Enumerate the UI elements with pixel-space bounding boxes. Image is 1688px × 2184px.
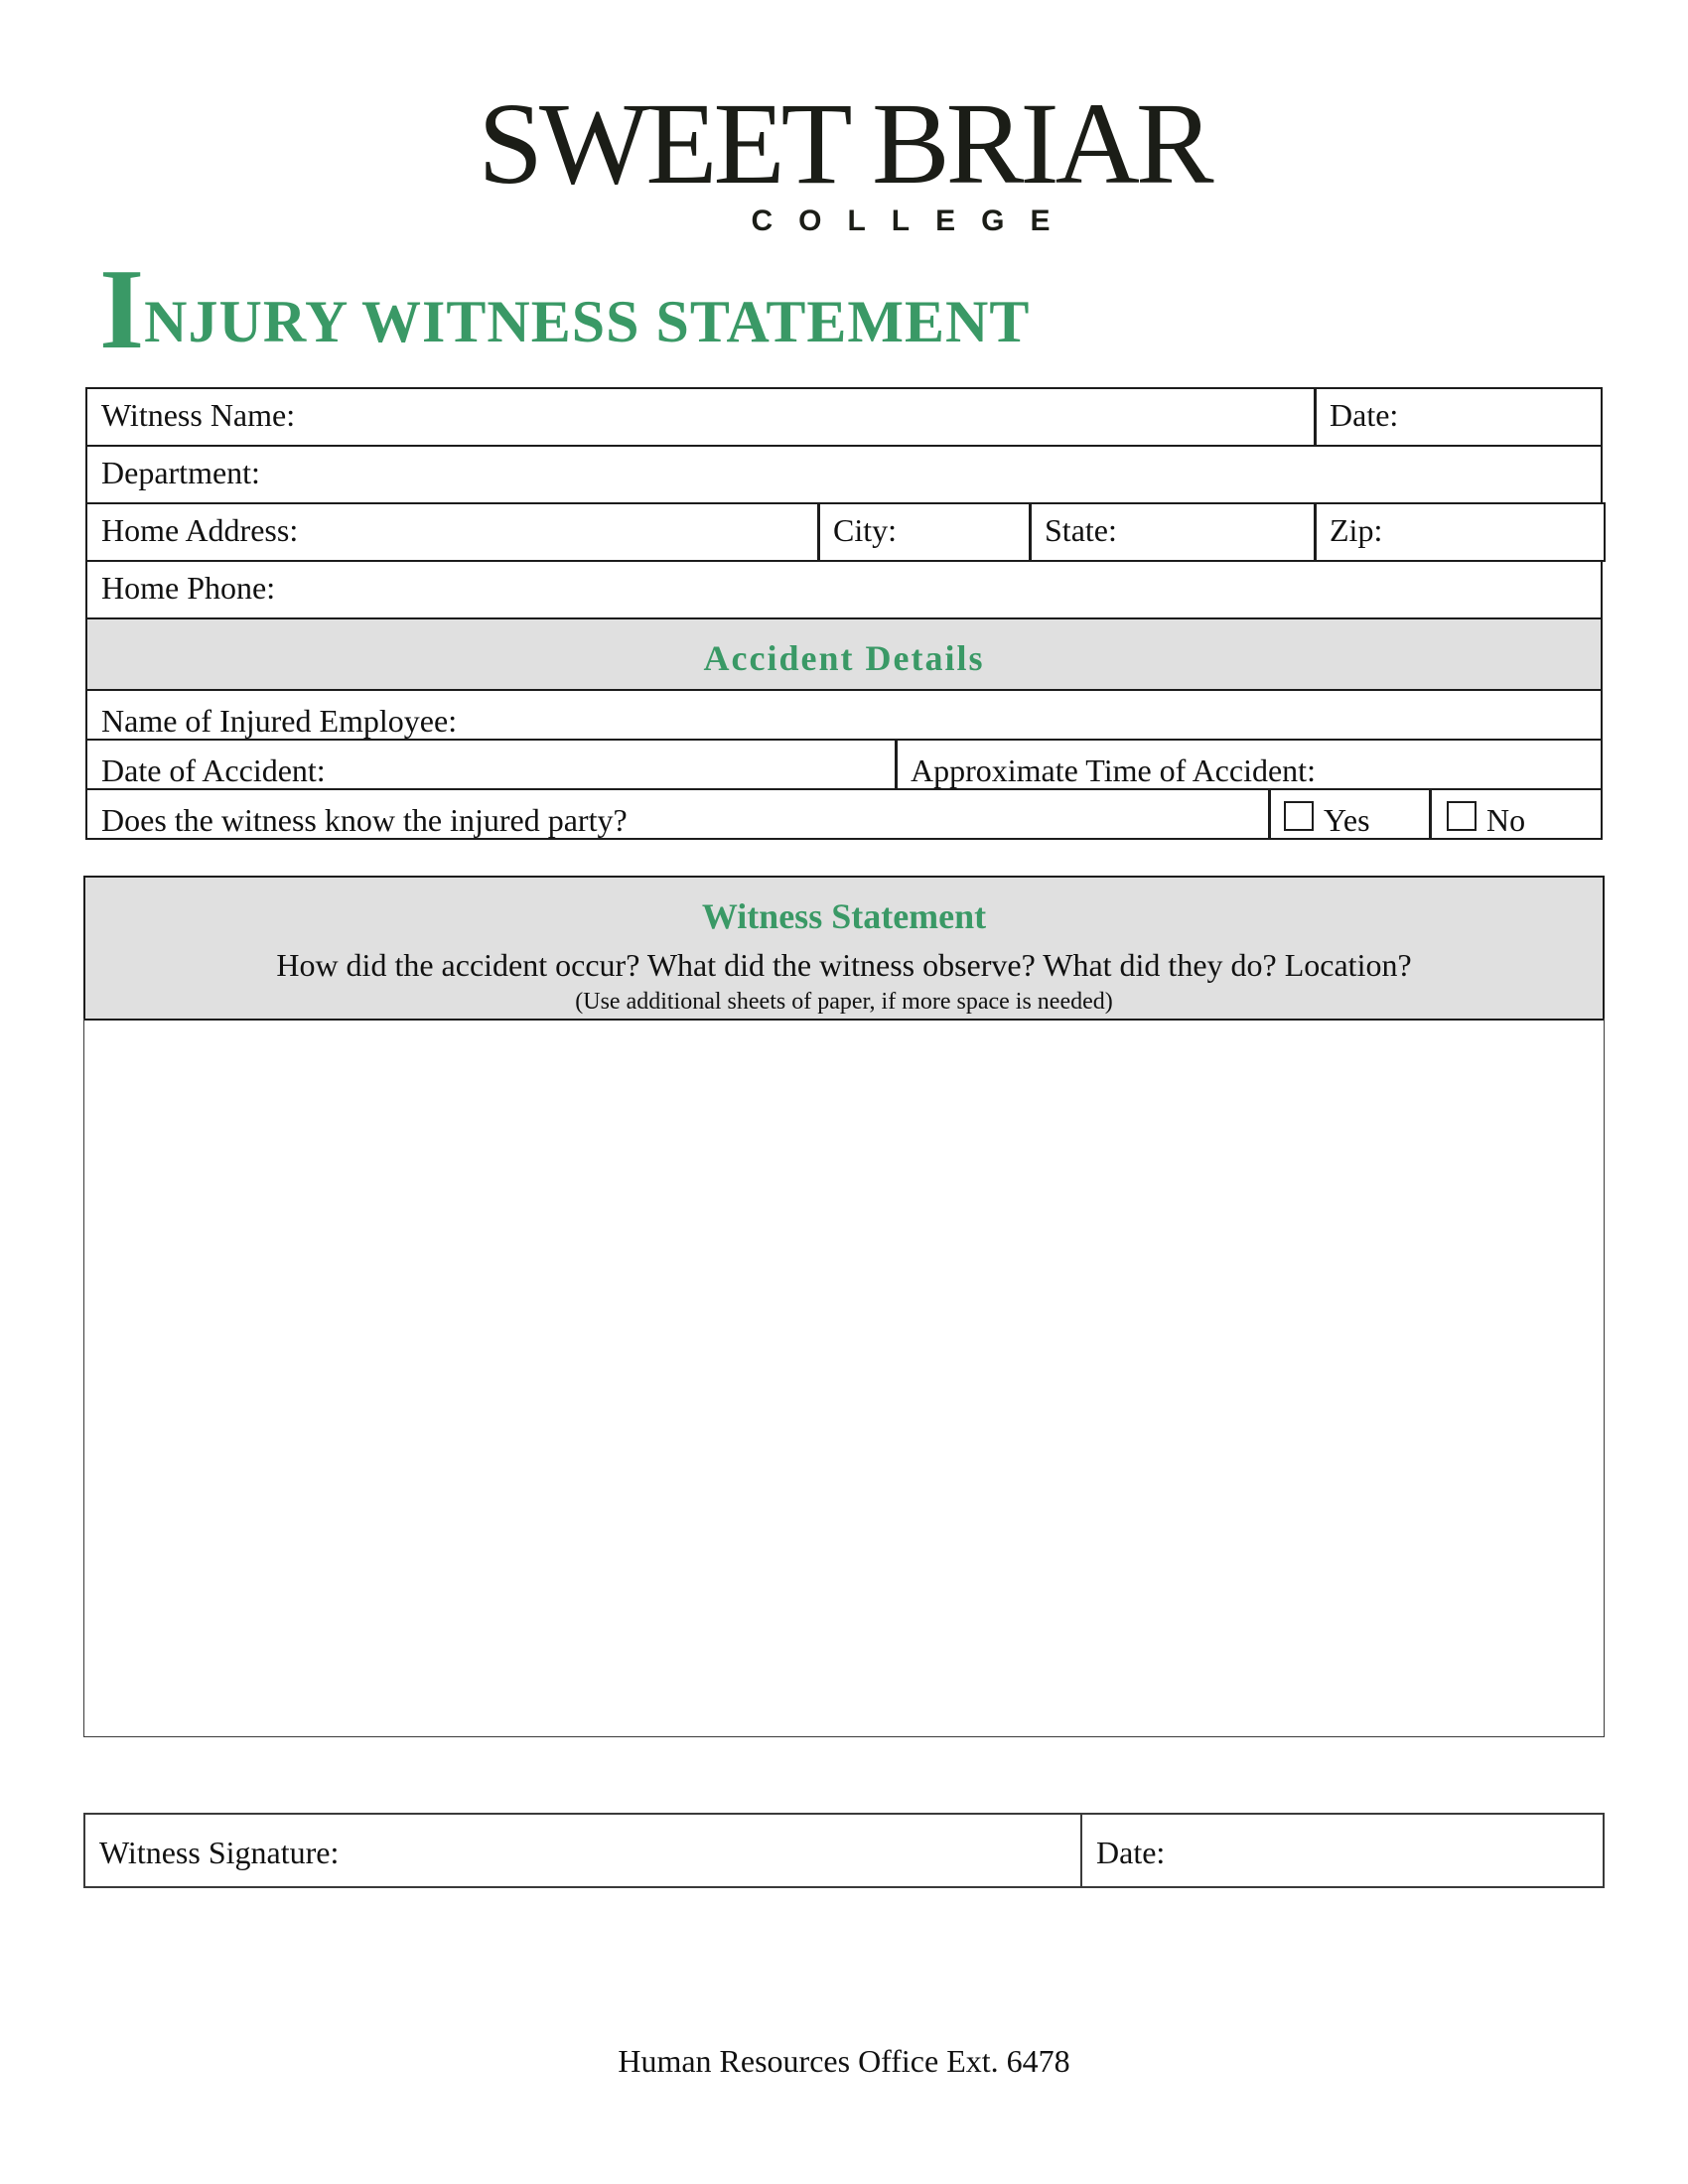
logo-subtitle: COLLEGE [751, 205, 1076, 237]
approx-time-field[interactable] [895, 739, 1603, 790]
knows-injured-row [85, 788, 1271, 840]
department-label: Department: [101, 455, 260, 490]
witness-statement-note: (Use additional sheets of paper, if more space is needed) [575, 989, 1113, 1015]
department-field[interactable] [85, 445, 1603, 504]
witness-statement-prompt: How did the accident occur? What did the witness observe? What did they do? Location? [276, 947, 1412, 983]
signature-date-field[interactable] [1080, 1813, 1605, 1888]
yes-option[interactable] [1268, 788, 1432, 840]
no-label: No [1486, 802, 1526, 838]
witness-statement-heading: Witness Statement [701, 896, 987, 936]
zip-field[interactable] [1314, 502, 1606, 562]
witness-signature-field[interactable] [83, 1813, 1082, 1888]
approx-time-label: Approximate Time of Accident: [911, 752, 1316, 788]
no-checkbox[interactable] [1447, 801, 1477, 831]
witness-statement-header [83, 876, 1605, 1021]
accident-details-heading: Accident Details [703, 638, 985, 678]
footer-contact: Human Resources Office Ext. 6478 [618, 2043, 1070, 2079]
title-initial: I [99, 246, 145, 373]
witness-statement-body[interactable] [83, 1019, 1605, 1737]
home-address-label: Home Address: [101, 512, 299, 548]
witness-signature-label: Witness Signature: [99, 1835, 340, 1870]
state-label: State: [1045, 512, 1117, 548]
zip-label: Zip: [1330, 512, 1383, 548]
city-label: City: [833, 512, 898, 548]
yes-checkbox[interactable] [1284, 801, 1314, 831]
injured-employee-field[interactable] [85, 689, 1603, 741]
date-of-accident-label: Date of Accident: [101, 752, 326, 788]
home-address-field[interactable] [85, 502, 820, 562]
witness-statement-text [84, 1019, 1604, 1050]
accident-details-header [85, 617, 1603, 691]
date-field[interactable] [1314, 387, 1603, 447]
knows-injured-question: Does the witness know the injured party? [101, 802, 628, 838]
page-title [99, 246, 1031, 373]
college-logo [0, 78, 1688, 238]
witness-name-label: Witness Name: [101, 397, 296, 433]
home-phone-field[interactable] [85, 560, 1603, 619]
date-label: Date: [1330, 397, 1399, 433]
yes-label: Yes [1324, 802, 1370, 838]
home-phone-label: Home Phone: [101, 570, 276, 606]
witness-name-field[interactable] [85, 387, 1317, 447]
title-text: NJURY WITNESS STATEMENT [144, 289, 1031, 354]
no-option[interactable] [1429, 788, 1603, 840]
logo-wordmark: SWEET BRIAR [478, 78, 1210, 208]
signature-date-label: Date: [1096, 1835, 1166, 1870]
date-of-accident-field[interactable] [85, 739, 898, 790]
state-field[interactable] [1029, 502, 1317, 562]
injured-employee-label: Name of Injured Employee: [101, 703, 458, 739]
city-field[interactable] [817, 502, 1032, 562]
